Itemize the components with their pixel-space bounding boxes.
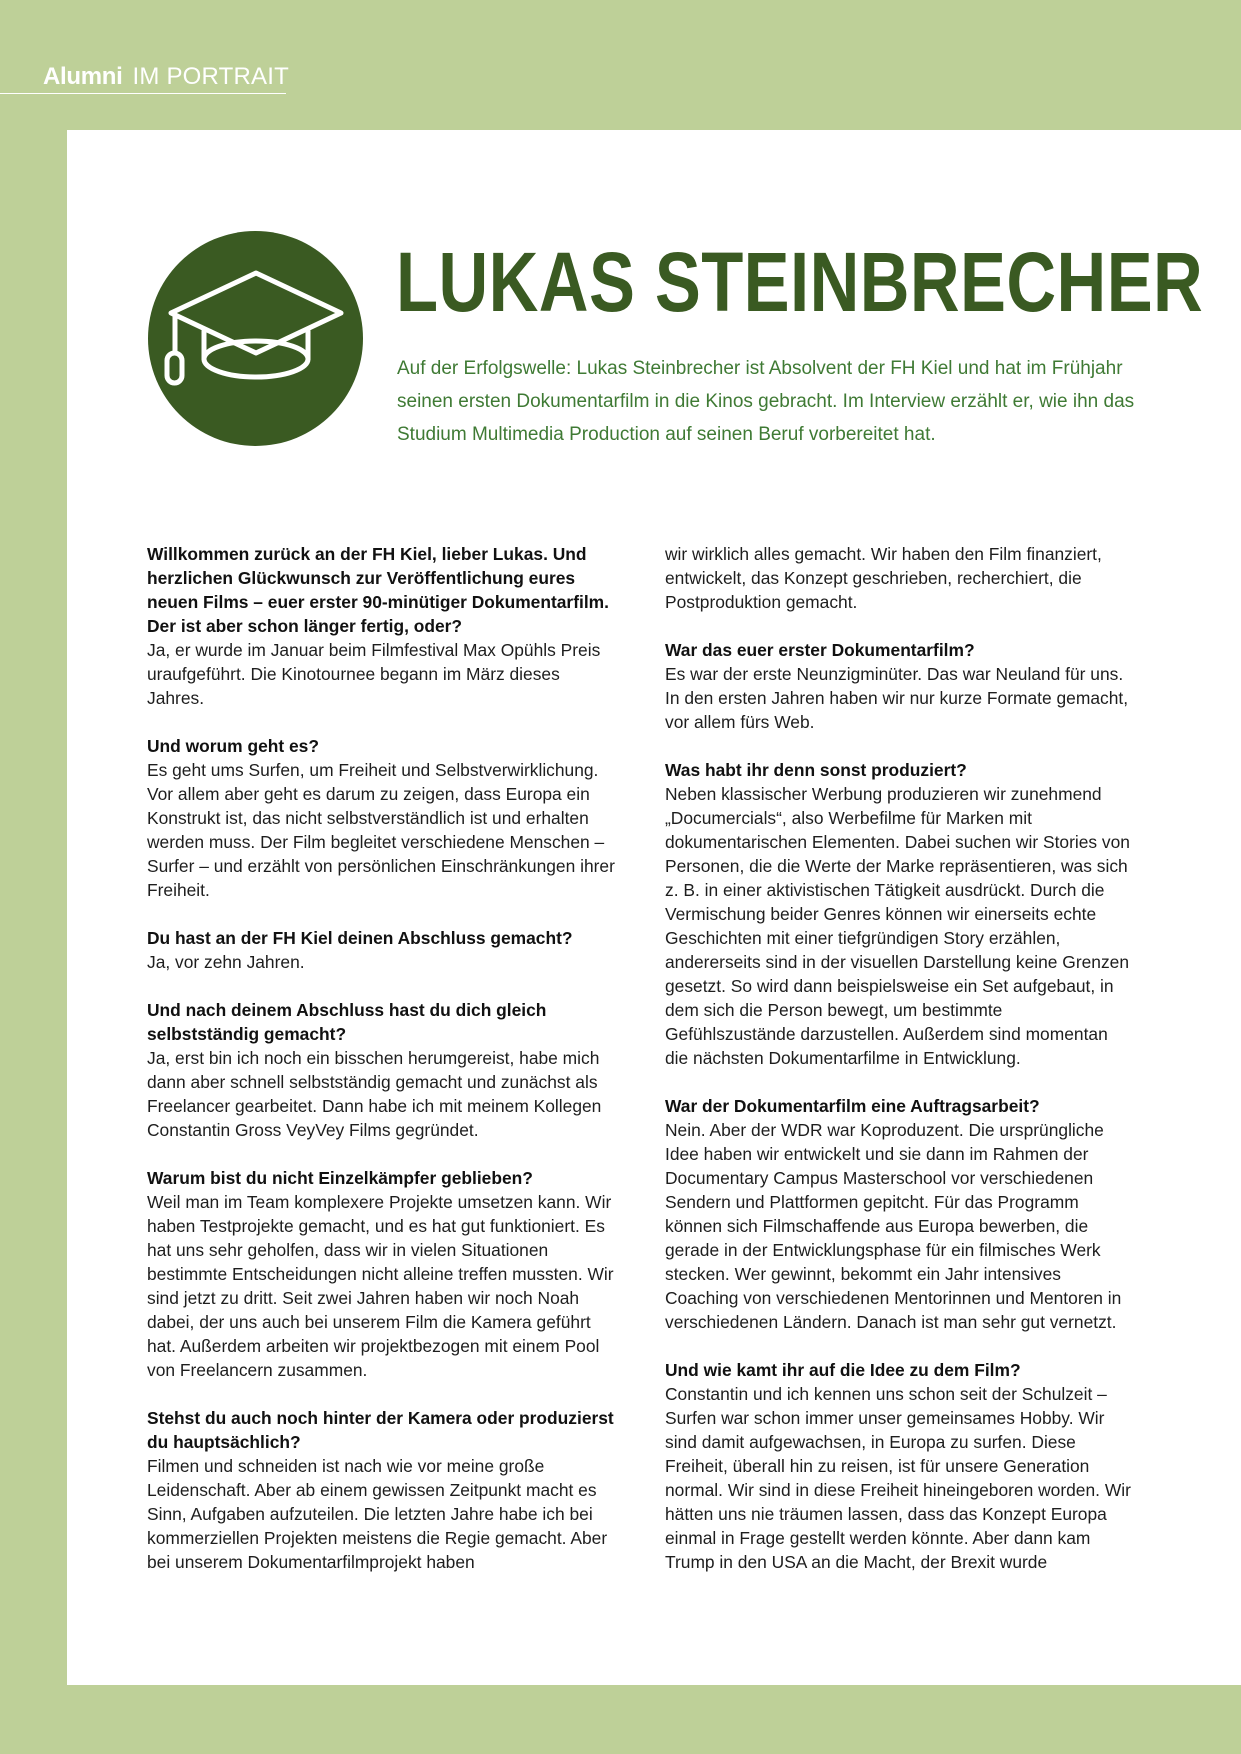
qa-block (665, 758, 1135, 1070)
section-underline (0, 93, 286, 94)
interview-answer: Filmen und schneiden ist nach wie vor meine große Leidenschaft. Aber ab einem gewissen Zeitpunkt macht es Sinn, Aufgaben aufzuteilen. Die letzten Jahre habe ich bei kommerziellen Projekten meistens die Regie gemacht. Aber bei unserem Dokumentarfilmprojekt haben (147, 1456, 608, 1572)
right-column (665, 542, 1135, 1598)
qa-block (147, 542, 617, 710)
interview-question: Was habt ihr denn sonst produziert? (665, 760, 967, 780)
interview-question: Und worum geht es? (147, 736, 319, 756)
interview-answer: Nein. Aber der WDR war Koproduzent. Die ursprüngliche Idee haben wir entwickelt und sie dann im Rahmen der Documentary Campus Masterschool vor verschiedenen Sendern und Plattformen gepitcht. Für das Programm können sich Filmschaffende aus Europa bewerben, die gerade in der Entwicklungsphase für ein filmisches Werk stecken. Wer gewinnt, bekommt ein Jahr intensives Coaching von verschiedenen Mentorinnen und Mentoren in verschiedenen Ländern. Danach ist man sehr gut vernetzt. (665, 1120, 1122, 1332)
continued-answer: wir wirklich alles gemacht. Wir haben den Film finanziert, entwickelt, das Konzept geschrieben, recherchiert, die Postproduktion gemacht. (665, 544, 1102, 612)
interview-question: Und wie kamt ihr auf die Idee zu dem Film? (665, 1360, 1021, 1380)
interview-question: War der Dokumentarfilm eine Auftragsarbeit? (665, 1096, 1040, 1116)
interview-question: Willkommen zurück an der FH Kiel, lieber Lukas. Und herzlichen Glückwunsch zur Veröffentlichung eures neuen Films – euer erster 90-minütiger Dokumentarfilm. Der ist aber schon länger fertig, oder? (147, 544, 609, 636)
left-column (147, 542, 617, 1598)
page-header (0, 0, 1241, 130)
section-label (43, 62, 289, 92)
interview-question: Warum bist du nicht Einzelkämpfer geblieben? (147, 1168, 533, 1188)
qa-block (147, 926, 617, 974)
interview-answer: Ja, erst bin ich noch ein bisschen herumgereist, habe mich dann aber schnell selbstständig gemacht und zunächst als Freelancer gearbeitet. Dann habe ich mit meinem Kollegen Constantin Gross VeyVey Films gegründet. (147, 1048, 602, 1140)
interview-question: Und nach deinem Abschluss hast du dich gleich selbstständig gemacht? (147, 1000, 547, 1044)
section-label-light: IM PORTRAIT (132, 63, 289, 90)
interview-question: Stehst du auch noch hinter der Kamera oder produzierst du hauptsächlich? (147, 1408, 614, 1452)
article-card (67, 130, 1241, 1685)
interview-answer: Constantin und ich kennen uns schon seit der Schulzeit – Surfen war schon immer unser gemeinsames Hobby. Wir sind damit aufgewachsen, in Europa zu surfen. Diese Freiheit, überall hin zu reisen, ist für unsere Generation normal. Wir sind in diese Freiheit hineingeboren worden. Wir hätten uns nie träumen lassen, dass das Konzept Europa einmal in Frage gestellt werden könnte. Aber dann kam Trump in den USA an die Macht, der Brexit wurde (665, 1384, 1131, 1572)
emblem-circle (148, 231, 363, 446)
interview-answer: Ja, er wurde im Januar beim Filmfestival Max Opühls Preis uraufgeführt. Die Kinotournee begann im März dieses Jahres. (147, 640, 601, 708)
qa-block (147, 1166, 617, 1382)
qa-block (665, 1094, 1135, 1334)
interview-answer: Ja, vor zehn Jahren. (147, 952, 305, 972)
section-label-strong: Alumni (43, 63, 123, 90)
interview-question: Du hast an der FH Kiel deinen Abschluss gemacht? (147, 928, 573, 948)
article-intro: Auf der Erfolgswelle: Lukas Steinbrecher ist Absolvent der FH Kiel und hat im Frühjahr seinen ersten Dokumentarfilm in die Kinos gebracht. Im Interview erzählt er, wie ihn das Studium Multimedia Production auf seinen Beruf vorbereitet hat. (397, 358, 1135, 445)
graduation-cap-icon (148, 231, 363, 446)
interview-answer: Weil man im Team komplexere Projekte umsetzen kann. Wir haben Testprojekte gemacht, und es hat gut funktioniert. Es hat uns sehr geholfen, dass wir in vielen Situationen bestimmte Entscheidungen nicht alleine treffen mussten. Wir sind jetzt zu dritt. Seit zwei Jahren haben wir noch Noah dabei, der uns auch bei unserem Film die Kamera geführt hat. Außerdem arbeiten wir projektbezogen mit einem Pool von Freelancern zusammen. (147, 1192, 614, 1380)
interview-question: War das euer erster Dokumentarfilm? (665, 640, 975, 660)
interview-answer: Es geht ums Surfen, um Freiheit und Selbstverwirklichung. Vor allem aber geht es darum zu zeigen, dass Europa ein Konstrukt ist, das nicht selbstverständlich ist und erhalten werden muss. Der Film begleitet verschiedene Menschen – Surfer – und erzählt von persönlichen Einschränkungen ihrer Freiheit. (147, 760, 615, 900)
interview-answer: Es war der erste Neunzigminüter. Das war Neuland für uns. In den ersten Jahren haben wir nur kurze Formate gemacht, vor allem fürs Web. (665, 664, 1129, 732)
qa-block (147, 998, 617, 1142)
qa-block (665, 638, 1135, 734)
qa-block (147, 1406, 617, 1574)
qa-block (665, 1358, 1135, 1574)
qa-block (147, 734, 617, 902)
interview-answer: Neben klassischer Werbung produzieren wir zunehmend „Documercials“, also Werbefilme für Marken mit dokumentarischen Elementen. Dabei suchen wir Stories von Personen, die die Werte der Marke repräsentieren, was sich z. B. in einer aktivistischen Tätigkeit ausdrückt. Durch die Vermischung beider Genres können wir einerseits echte Geschichten mit einer tiefgründigen Story erzählen, andererseits sind in der visuellen Darstellung keine Grenzen gesetzt. So wird dann beispielsweise ein Set aufgebaut, in dem sich die Person bewegt, um bestimmte Gefühlszustände darzustellen. Außerdem sind momentan die nächsten Dokumentarfilme in Entwicklung. (665, 784, 1130, 1068)
article-title: LUKAS STEINBRECHER (396, 235, 1204, 329)
